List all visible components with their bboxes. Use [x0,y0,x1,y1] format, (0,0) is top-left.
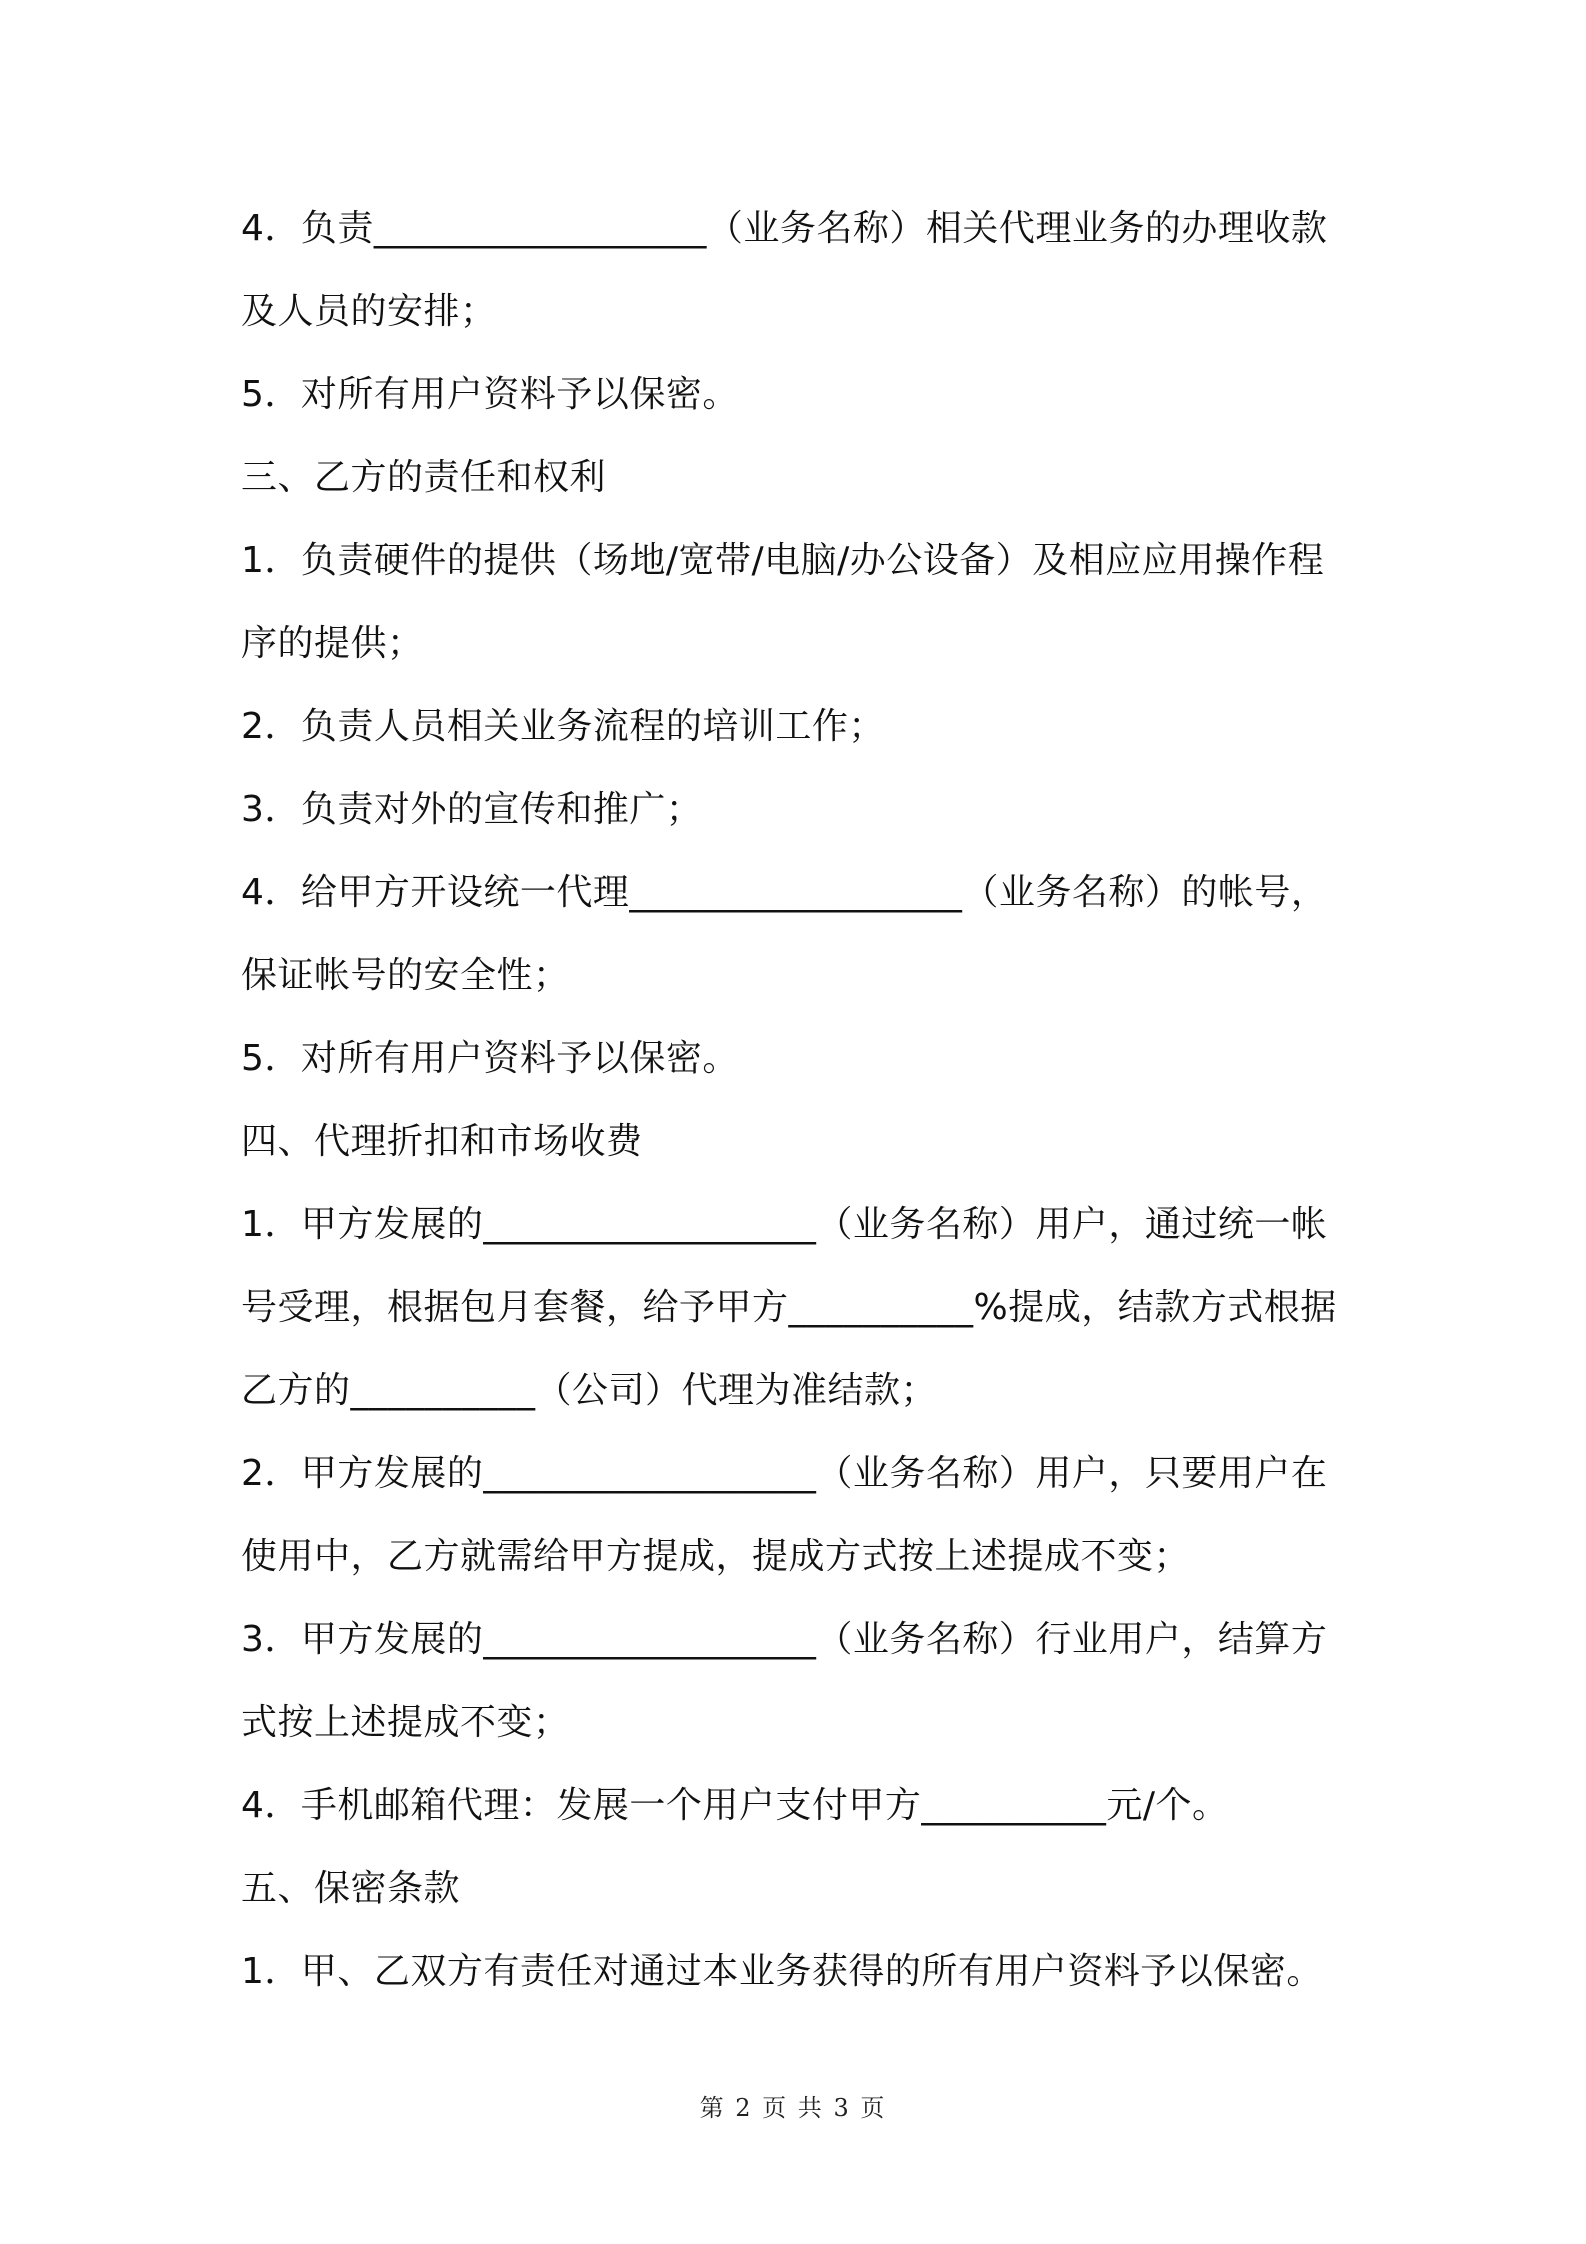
section-heading: 三、乙方的责任和权利 [241,457,607,498]
section-heading: 四、代理折扣和市场收费 [241,1121,643,1162]
text-line: 3．负责对外的宣传和推广； [241,789,703,830]
text-line: 4．负责__________________（业务名称）相关代理业务的办理收款 [241,208,1328,249]
section-heading: 五、保密条款 [241,1868,461,1909]
text-line: 号受理，根据包月套餐，给予甲方__________%提成，结款方式根据 [241,1287,1337,1328]
text-line: 保证帐号的安全性； [241,955,570,996]
text-line: 5．对所有用户资料予以保密。 [241,374,739,415]
text-line: 3．甲方发展的__________________（业务名称）行业用户，结算方 [241,1619,1328,1660]
page-number-footer: 第 2 页 共 3 页 [699,2094,887,2122]
text-line: 使用中，乙方就需给甲方提成，提成方式按上述提成不变； [241,1536,1191,1577]
text-line: 1．甲方发展的__________________（业务名称）用户，通过统一帐 [241,1204,1328,1245]
text-line: 2．负责人员相关业务流程的培训工作； [241,706,885,747]
text-line: 序的提供； [241,623,424,664]
text-line: 及人员的安排； [241,291,497,332]
text-line: 4．手机邮箱代理：发展一个用户支付甲方__________元/个。 [241,1785,1229,1826]
text-line: 4．给甲方开设统一代理__________________（业务名称）的帐号， [241,872,1328,913]
text-line: 5．对所有用户资料予以保密。 [241,1038,739,1079]
text-line: 1．负责硬件的提供（场地/宽带/电脑/办公设备）及相应应用操作程 [241,540,1325,581]
text-line: 式按上述提成不变； [241,1702,570,1743]
text-line: 1．甲、乙双方有责任对通过本业务获得的所有用户资料予以保密。 [241,1951,1323,1992]
text-line: 2．甲方发展的__________________（业务名称）用户，只要用户在 [241,1453,1328,1494]
text-line: 乙方的__________（公司）代理为准结款； [241,1370,938,1411]
